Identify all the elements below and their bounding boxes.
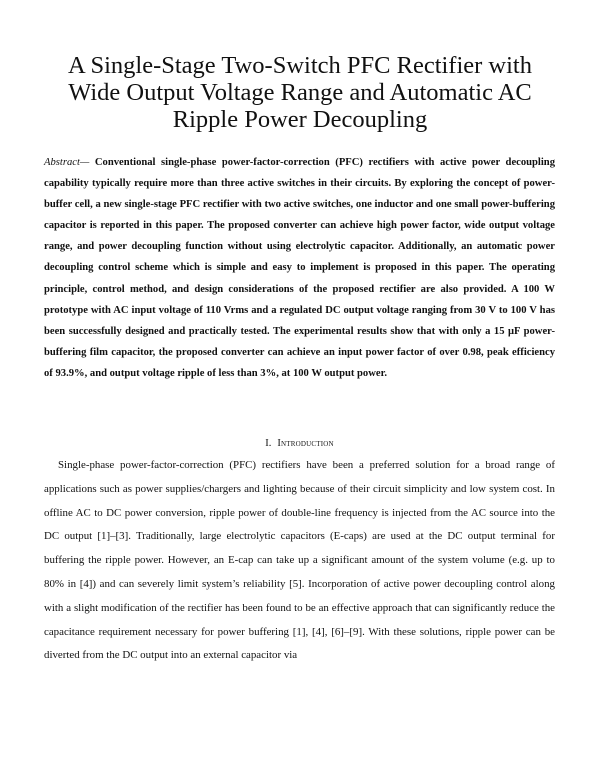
paper-title: A Single-Stage Two-Switch PFC Rectifier with Wide Output Voltage Range and Automatic AC Ripple Power Decoupling (68, 52, 532, 133)
section-number: I. (265, 438, 272, 449)
abstract-text: Conventional single-phase power-factor-correction (PFC) rectifiers with active power decoupling capability typically require more than three active switches in their circuits. By exploring the concept of power-buffer cell, a new single-stage PFC rectifier with two active switches, one inductor and one small power-buffering capacitor is reported in this paper. The proposed converter can achieve high power factor, wide output voltage range, and power decoupling function without using electrolytic capacitor. Additionally, an automatic power decoupling control scheme which is simple and easy to implement is proposed in this paper. The operating principle, control method, and design considerations of the proposed rectifier are also provided. A 100 W prototype with AC input voltage of 110 Vrms and a regulated DC output voltage ranging from 30 V to 100 V has been successfully designed and practically tested. The experimental results show that with only a 15 μF power-buffering film capacitor, the proposed converter can achieve an input power factor of over 0.98, peak efficiency of 93.9%, and output voltage ripple of less than 3%, at 100 W output power. (44, 157, 555, 379)
abstract (44, 152, 555, 384)
abstract-label: Abstract— (44, 157, 90, 168)
section-heading-introduction (44, 437, 555, 451)
intro-paragraph: Single-phase power-factor-correction (PFC) rectifiers have been a preferred solution for a broad range of applications such as power supplies/chargers and lighting because of their circuit simplicity and low system cost. In offline AC to DC power conversion, ripple power of double-line frequency is injected from the AC source into the DC output [1]–[3]. Traditionally, large electrolytic capacitors (E-caps) are used at the DC output terminal for buffering the ripple power. However, an E-cap can take up a significant amount of the system volume (e.g. up to 80% in [4]) and can severely limit system’s reliability [5]. Incorporation of active power decoupling control along with a slight modification of the rectifier has been found to be an effective approach that can significantly reduce the capacitance requirement necessary for power buffering [1], [4], [6]–[9]. With these solutions, ripple power can be diverted from the DC output into an external capacitor via (44, 459, 555, 662)
section-title: Introduction (277, 438, 334, 449)
